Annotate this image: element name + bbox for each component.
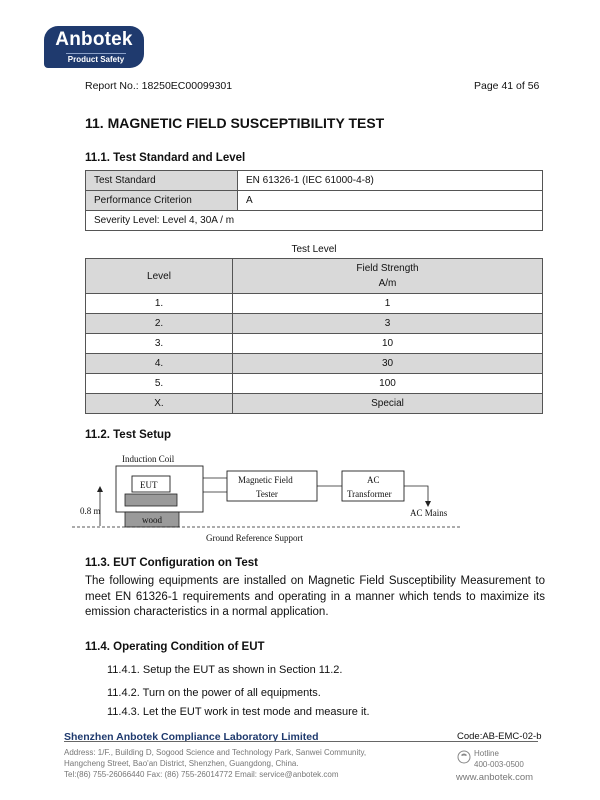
ac-mains-arrow-icon xyxy=(425,501,431,507)
table-row xyxy=(86,314,543,334)
level-cell: 5. xyxy=(86,374,233,394)
field-strength-unit: A/m xyxy=(378,278,397,289)
footer-website: www.anbotek.com xyxy=(456,772,534,783)
ground-support-label: Ground Reference Support xyxy=(206,533,303,543)
table-row xyxy=(86,191,543,211)
subsection-title-standard: 11.1. Test Standard and Level xyxy=(85,152,246,164)
level-cell: 3. xyxy=(86,334,233,354)
list-item: 11.4.2. Turn on the power of all equipments. xyxy=(107,687,321,699)
level-cell: X. xyxy=(86,394,233,414)
ac-mains-label: AC Mains xyxy=(410,508,448,518)
value-cell: 1 xyxy=(233,294,543,314)
value-cell: 30 xyxy=(233,354,543,374)
subsection-title-setup: 11.2. Test Setup xyxy=(85,429,172,441)
tester-label-line1: Magnetic Field xyxy=(238,475,293,485)
induction-coil-label: Induction Coil xyxy=(122,454,175,464)
wood-label: wood xyxy=(142,515,162,525)
ac-label-line1: AC xyxy=(367,475,380,485)
section-title: 11. MAGNETIC FIELD SUSCEPTIBILITY TEST xyxy=(85,115,385,131)
criterion-label: Performance Criterion xyxy=(86,191,238,211)
severity-level: Severity Level: Level 4, 30A / m xyxy=(86,211,543,231)
level-cell: 4. xyxy=(86,354,233,374)
level-cell: 1. xyxy=(86,294,233,314)
field-strength-label: Field Strength xyxy=(356,263,419,274)
footer-code: Code:AB-EMC-02-b xyxy=(457,731,542,742)
subsection-title-operating: 11.4. Operating Condition of EUT xyxy=(85,641,265,653)
table-row xyxy=(86,394,543,414)
logo-tagline: Product Safety xyxy=(67,55,125,64)
standard-value: EN 61326-1 (IEC 61000-4-8) xyxy=(238,171,543,191)
list-item: 11.4.1. Setup the EUT as shown in Section 11.2. xyxy=(107,664,343,676)
eut-platform xyxy=(125,494,177,506)
table-row xyxy=(86,294,543,314)
column-header-level: Level xyxy=(86,259,233,294)
hotline-number: 400-003-0500 xyxy=(474,760,524,769)
table-caption: Test Level xyxy=(291,244,337,255)
criterion-value: A xyxy=(238,191,543,211)
ac-label-line2: Transformer xyxy=(347,489,392,499)
hotline-phone-icon xyxy=(457,750,471,764)
footer-company: Shenzhen Anbotek Compliance Laboratory Limited xyxy=(64,731,319,743)
table-row xyxy=(86,374,543,394)
ac-mains-wire xyxy=(404,486,428,502)
test-level-table xyxy=(85,258,543,414)
logo-name: Anbotek xyxy=(55,29,133,50)
test-setup-diagram xyxy=(70,448,490,548)
footer-divider xyxy=(64,741,538,742)
column-header-field-strength xyxy=(233,259,543,294)
page-number: Page 41 of 56 xyxy=(474,80,540,92)
value-cell: 10 xyxy=(233,334,543,354)
value-cell: 100 xyxy=(233,374,543,394)
table-header-row xyxy=(86,259,543,294)
hotline-label: Hotline xyxy=(474,749,499,758)
value-cell: 3 xyxy=(233,314,543,334)
footer-contact: Tel:(86) 755-26066440 Fax: (86) 755-26014772 Email: service@anbotek.com xyxy=(64,770,339,779)
table-row xyxy=(86,334,543,354)
table-row xyxy=(86,171,543,191)
footer-address-line1: Address: 1/F., Building D, Sogood Science and Technology Park, Sanwei Community, xyxy=(64,748,367,757)
table-row xyxy=(86,211,543,231)
report-number: Report No.: 18250EC00099301 xyxy=(85,80,233,92)
footer-address-line2: Hangcheng Street, Bao'an District, Shenzhen, Guangdong, China. xyxy=(64,759,299,768)
standard-table xyxy=(85,170,543,231)
eut-label: EUT xyxy=(140,480,158,490)
company-logo xyxy=(44,26,144,68)
standard-label: Test Standard xyxy=(86,171,238,191)
table-row xyxy=(86,354,543,374)
eut-config-paragraph: The following equipments are installed on Magnetic Field Susceptibility Measurement to meet EN 61326-1 requirements and operating in a manner which tends to maximize its emission characteristics in a normal application. xyxy=(85,575,545,618)
height-arrow-icon xyxy=(97,486,103,492)
height-label: 0.8 m xyxy=(80,506,101,516)
value-cell: Special xyxy=(233,394,543,414)
level-cell: 2. xyxy=(86,314,233,334)
tester-label-line2: Tester xyxy=(256,489,278,499)
list-item: 11.4.3. Let the EUT work in test mode and measure it. xyxy=(107,706,370,718)
subsection-title-eut-config: 11.3. EUT Configuration on Test xyxy=(85,557,258,569)
